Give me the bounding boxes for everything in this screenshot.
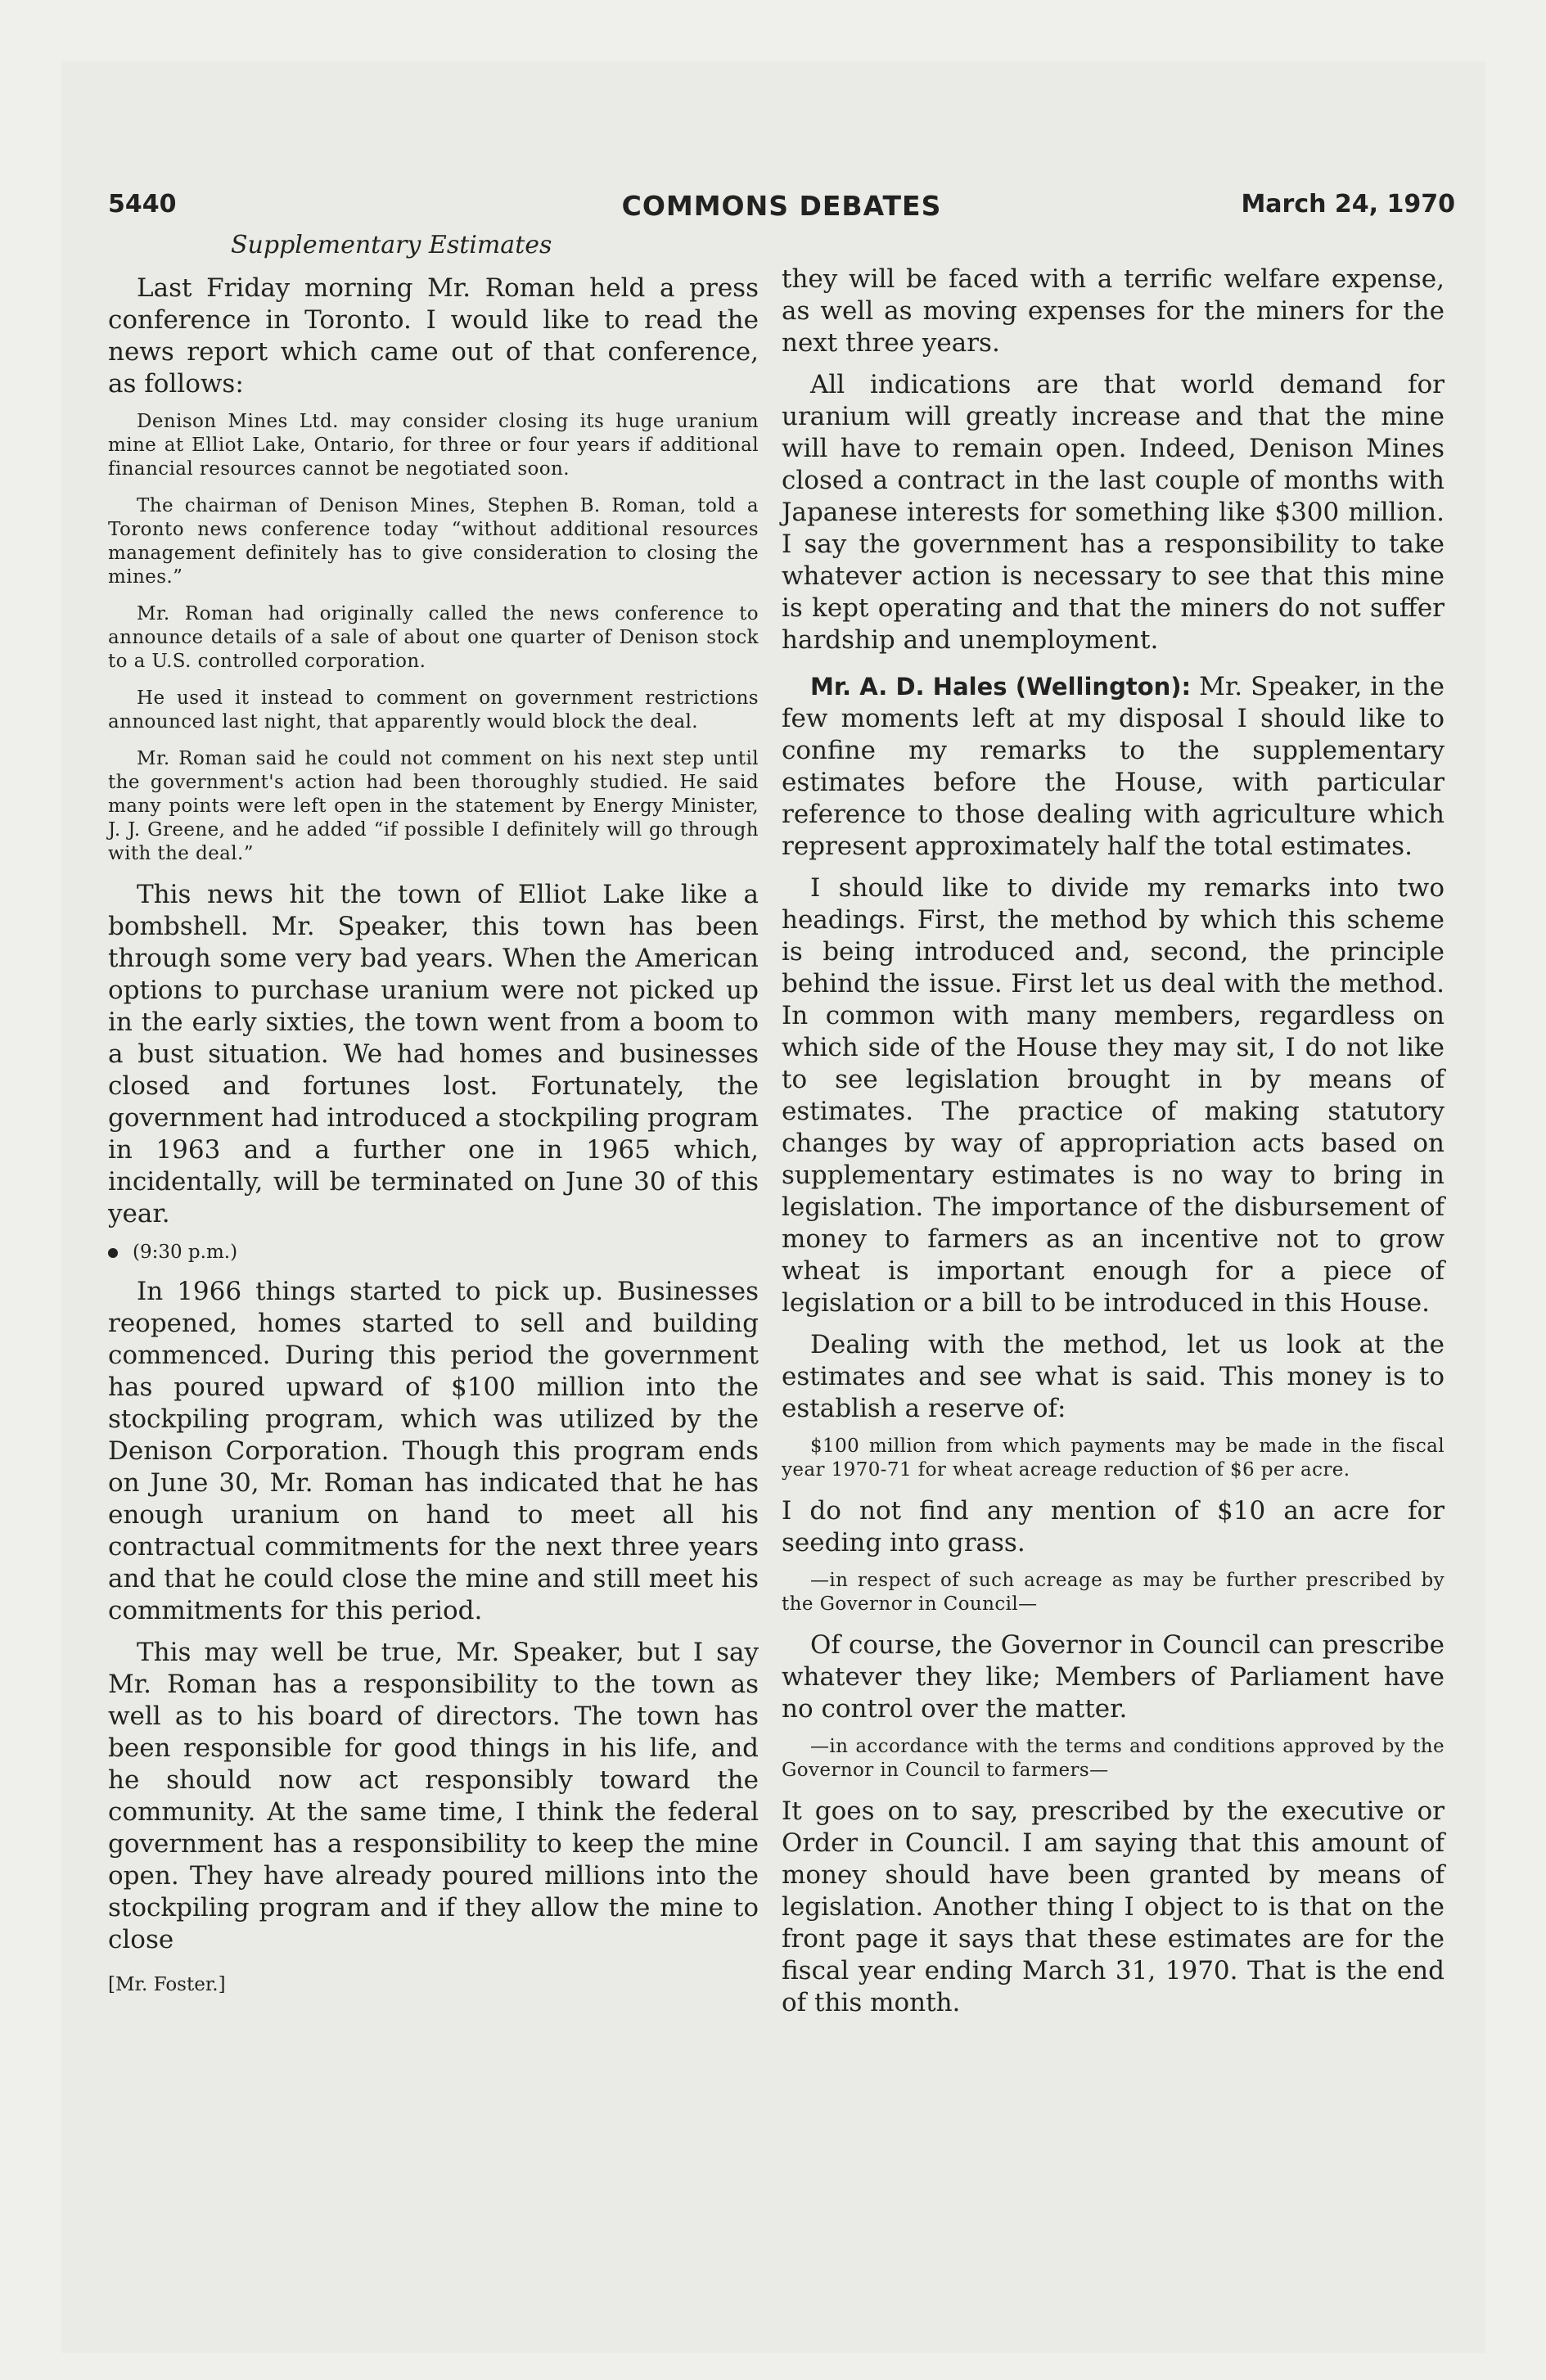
right-column [782, 264, 1445, 2029]
block-quote: He used it instead to comment on government restrictions announced last night, that apparently would block the deal. [108, 687, 759, 732]
speaker-text: Mr. Speaker, in the few moments left at my disposal I should like to confine my remarks to the supplementary estimates before the House, with particular reference to those dealing with agriculture which represent approximately half the total estimates. [782, 672, 1445, 861]
paragraph: they will be faced with a terrific welfare expense, as well as moving expenses for the miners for the next three years. [782, 264, 1445, 358]
block-quote: Mr. Roman said he could not comment on his next step until the government's action had been thoroughly studied. He said many points were left open in the statement by Energy Minister, J. J. Greene, and he added “if possible I definitely will go through with the deal.” [108, 748, 759, 864]
bullet-icon [108, 1248, 118, 1258]
paragraph: I should like to divide my remarks into two headings. First, the method by which this scheme is being introduced and, second, the principle behind the issue. First let us deal with the method. In common with many members, regardless on which side of the House they may sit, I do not like to see legislation brought in by means of estimates. The practice of making statutory changes by way of appropriation acts based on supplementary estimates is no way to bring in legislation. The importance of the disbursement of money to farmers as an incentive not to grow wheat is important enough for a piece of legislation or a bill to be introduced in this House. [782, 873, 1445, 1318]
paragraph: It goes on to say, prescribed by the executive or Order in Council. I am saying that this amount of money should have been granted by means of legislation. Another thing I object to is that on the front page it says that these estimates are for the fiscal year ending March 31, 1970. That is the end of this month. [782, 1796, 1445, 2017]
publication-date: March 24, 1970 [1241, 190, 1455, 219]
speaker-name: Mr. A. D. Hales (Wellington): [810, 673, 1192, 701]
paragraph: In 1966 things started to pick up. Businesses reopened, homes started to sell and building commenced. During this period the government has poured upward of $100 million into the stockpiling program, which was utilized by the Denison Corporation. Though this program ends on June 30, Mr. Roman has indicated that he has enough uranium on hand to meet all his contractual commitments for the next three years and that he could close the mine and still meet his commitments for this period. [108, 1277, 759, 1625]
block-quote: $100 million from which payments may be made in the fiscal year 1970-71 for wheat acreage reduction of $6 per acre. [782, 1436, 1445, 1481]
speaker-footer: [Mr. Foster.] [108, 1974, 226, 1995]
timestamp-text: (9:30 p.m.) [133, 1242, 238, 1263]
paragraph: All indications are that world demand for uranium will greatly increase and that the mine will have to remain open. Indeed, Denison Mines closed a contract in the last couple of months with Japanese interests for something like $300 million. I say the government has a responsibility to take whatever action is necessary to see that this mine is kept operating and that the miners do not suffer hardship and unemployment. [782, 370, 1445, 655]
left-column [108, 231, 759, 1995]
page-number: 5440 [108, 190, 177, 219]
paragraph: Of course, the Governor in Council can prescribe whatever they like; Members of Parliament have no control over the matter. [782, 1630, 1445, 1724]
block-quote: The chairman of Denison Mines, Stephen B. Roman, told a Toronto news conference today “without additional resources management definitely has to give consideration to closing the mines.” [108, 495, 759, 588]
section-title: Supplementary Estimates [231, 231, 552, 259]
block-quote: Denison Mines Ltd. may consider closing its huge uranium mine at Elliot Lake, Ontario, for three or four years if additional financial resources cannot be negotiated soon. [108, 411, 759, 480]
block-quote: —in respect of such acreage as may be further prescribed by the Governor in Council— [782, 1570, 1445, 1615]
block-quote: —in accordance with the terms and conditions approved by the Governor in Council to farmers— [782, 1736, 1445, 1781]
paragraph: This news hit the town of Elliot Lake like a bombshell. Mr. Speaker, this town has been through some very bad years. When the American options to purchase uranium were not picked up in the early sixties, the town went from a boom to a bust situation. We had homes and businesses closed and fortunes lost. Fortunately, the government had introduced a stockpiling program in 1963 and a further one in 1965 which, incidentally, will be terminated on June 30 of this year. [108, 880, 759, 1228]
publication-title: COMMONS DEBATES [621, 190, 942, 222]
paragraph: Dealing with the method, let us look at the estimates and see what is said. This money is to establish a reserve of: [782, 1330, 1445, 1423]
block-quote: Mr. Roman had originally called the news conference to announce details of a sale of about one quarter of Denison stock to a U.S. controlled corporation. [108, 603, 759, 672]
paragraph: I do not find any mention of $10 an acre for seeding into grass. [782, 1496, 1445, 1557]
paragraph: This may well be true, Mr. Speaker, but I say Mr. Roman has a responsibility to the town as well as to his board of directors. The town has been responsible for good things in his life, and he should now act responsibly toward the community. At the same time, I think the federal government has a responsibility to keep the mine open. They have already poured millions into the stockpiling program and if they allow the mine to close [108, 1638, 759, 1954]
page-header [108, 190, 1455, 231]
paragraph: Last Friday morning Mr. Roman held a press conference in Toronto. I would like to read the news report which came out of that conference, as follows: [108, 273, 759, 399]
speaker-paragraph [782, 671, 1445, 863]
timestamp [108, 1242, 759, 1263]
